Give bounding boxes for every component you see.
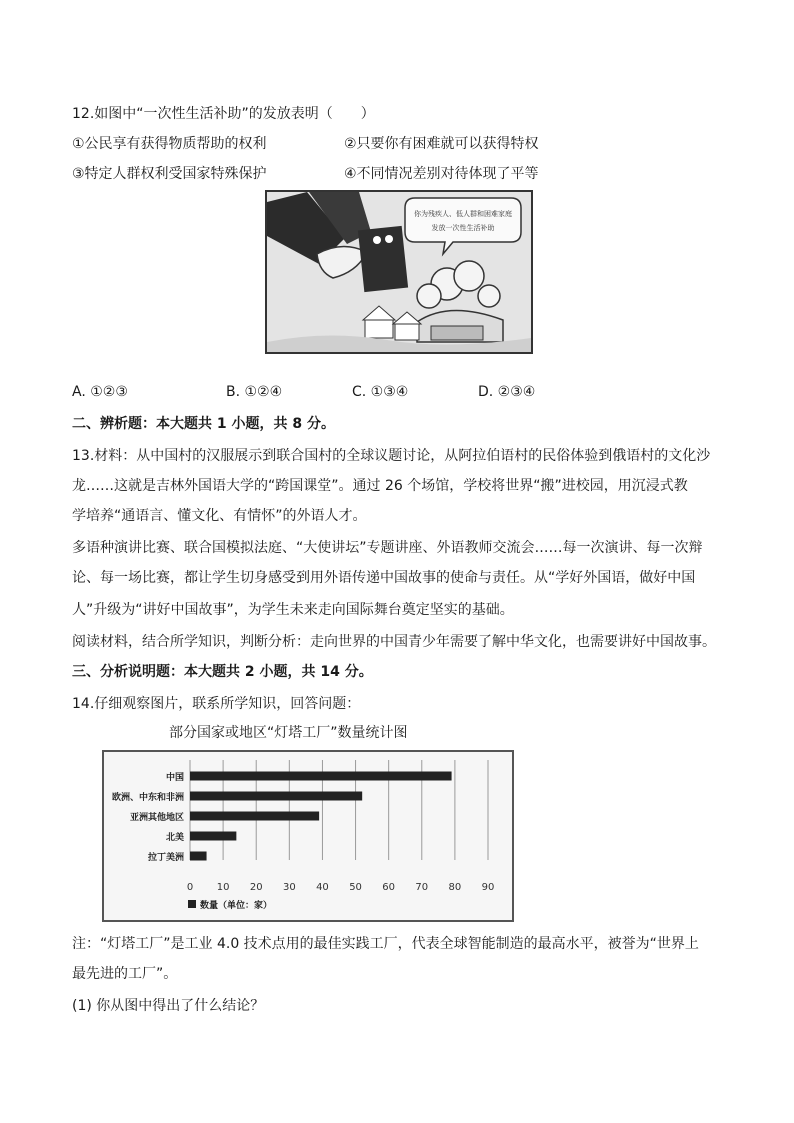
q12-option-4: ④不同情况差别对待体现了平等 xyxy=(344,166,539,182)
cartoon-speech-text-2: 发放一次性生活补助 xyxy=(431,224,495,232)
chart-bar xyxy=(190,832,236,841)
chart-title: 部分国家或地区“灯塔工厂”数量统计图 xyxy=(169,725,408,741)
q12-option-2: ②只要你有困难就可以获得特权 xyxy=(344,136,539,152)
choice-d: D. ②③④ xyxy=(478,384,536,400)
chart-x-tick-label: 30 xyxy=(282,882,296,893)
chart-x-tick-label: 40 xyxy=(316,882,329,893)
chart-svg xyxy=(104,752,512,920)
chart-x-tick-label: 70 xyxy=(415,882,429,893)
chart-category-label: 亚洲其他地区 xyxy=(129,813,184,823)
cartoon-speech-text: 你为残疾人、低人群和困难家庭 xyxy=(414,210,512,218)
chart-legend-swatch xyxy=(188,900,196,908)
section-3-heading: 三、分析说明题：本大题共 2 小题，共 14 分。 xyxy=(72,664,373,680)
chart-bar xyxy=(190,792,362,801)
q13-line-2: 龙……这就是吉林外国语大学的“跨国课堂”。通过 26 个场馆，学校将世界“搬”进校园，用沉浸式教 xyxy=(72,478,688,494)
chart-x-tick-label: 90 xyxy=(481,882,495,893)
choice-a: A. ①②③ xyxy=(72,384,128,400)
chart-category-label: 欧洲、中东和非洲 xyxy=(111,793,184,803)
chart-bar xyxy=(190,772,452,781)
chart-x-tick-label: 50 xyxy=(349,882,362,893)
q13-line-3: 学培养“通语言、懂文化、有情怀”的外语人才。 xyxy=(72,508,367,524)
lighthouse-factory-chart xyxy=(102,750,514,922)
q13-line-5: 论、每一场比赛，都让学生切身感受到用外语传递中国故事的使命与责任。从“学好外国语，做好中国 xyxy=(72,570,696,586)
chart-x-tick-label: 0 xyxy=(186,882,194,893)
choice-c: C. ①③④ xyxy=(352,384,409,400)
q14-note-line-2: 最先进的工厂”。 xyxy=(72,966,178,982)
q12-option-1: ①公民享有获得物质帮助的权利 xyxy=(72,136,267,152)
chart-legend-label: 数量（单位：家） xyxy=(200,901,273,911)
cartoon-drawing xyxy=(267,192,531,352)
chart-category-label: 中国 xyxy=(165,773,184,783)
chart-x-tick-label: 10 xyxy=(216,882,230,893)
q14-note-line-1: 注：“灯塔工厂”是工业 4.0 技术点用的最佳实践工厂，代表全球智能制造的最高水平，被誉为“世界上 xyxy=(72,936,699,952)
q14-subquestion-1: (1) 你从图中得出了什么结论？ xyxy=(72,998,265,1014)
q13-line-1: 13.材料：从中国村的汉服展示到联合国村的全球议题讨论，从阿拉伯语村的民俗体验到俄语村的文化沙 xyxy=(72,448,711,464)
chart-category-label: 北美 xyxy=(165,833,184,843)
section-2-heading: 二、辨析题：本大题共 1 小题，共 8 分。 xyxy=(72,416,335,432)
q13-line-7: 阅读材料，结合所学知识，判断分析：走向世界的中国青少年需要了解中华文化，也需要讲好中国故事。 xyxy=(72,634,716,650)
q13-line-4: 多语种演讲比赛、联合国模拟法庭、“大使讲坛”专题讲座、外语教师交流会……每一次演讲、每一次辩 xyxy=(72,540,703,556)
chart-x-tick-label: 60 xyxy=(382,882,396,893)
chart-x-tick-label: 20 xyxy=(249,882,263,893)
q12-option-3: ③特定人群权利受国家特殊保护 xyxy=(72,166,267,182)
chart-category-label: 拉丁美洲 xyxy=(147,853,184,863)
chart-bar xyxy=(190,812,319,821)
chart-bar xyxy=(190,852,207,861)
q14-stem: 14.仔细观察图片，联系所学知识，回答问题： xyxy=(72,696,361,712)
choice-b: B. ①②④ xyxy=(226,384,283,400)
q12-stem: 12.如图中“一次性生活补助”的发放表明（ ） xyxy=(72,106,375,122)
chart-x-tick-label: 80 xyxy=(448,882,462,893)
q13-line-6: 人”升级为“讲好中国故事”，为学生未来走向国际舞台奠定坚实的基础。 xyxy=(72,602,514,618)
q12-cartoon-image xyxy=(265,190,533,354)
